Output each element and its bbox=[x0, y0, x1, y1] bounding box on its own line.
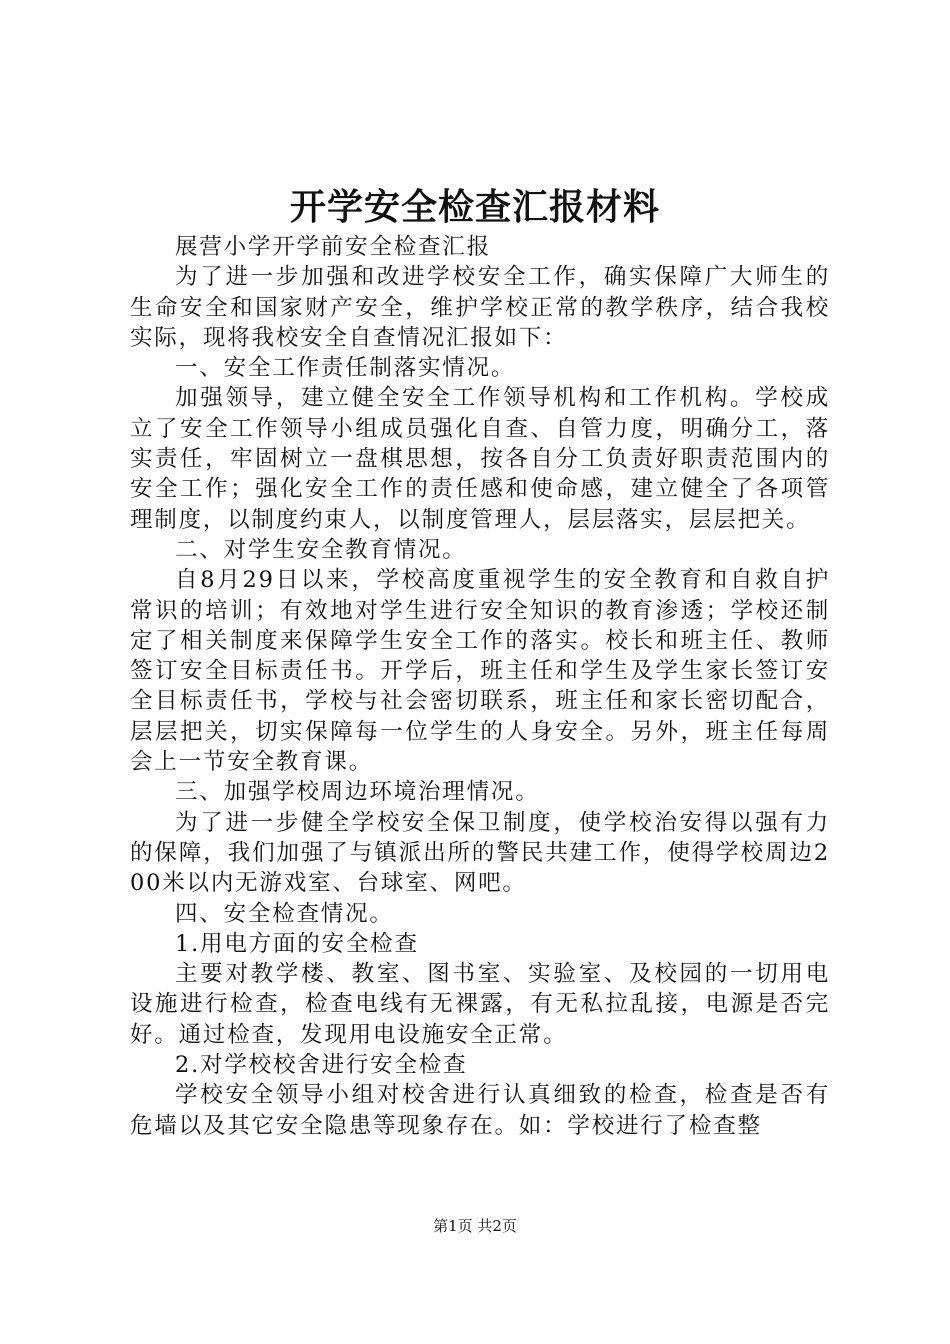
paragraph-surroundings: 为了进一步健全学校安全保卫制度，使学校治安得以强有力的保障，我们加强了与镇派出所的警民共建工作，使得学校周边200米以内无游戏室、台球室、网吧。 bbox=[130, 809, 830, 897]
page-number-footer: 第1页 共2页 bbox=[433, 1217, 517, 1235]
document-title: 开学安全检查汇报材料 bbox=[289, 186, 660, 228]
section-heading-surroundings: 三、加强学校周边环境治理情况。 bbox=[175, 779, 540, 806]
section-heading-responsibility: 一、安全工作责任制落实情况。 bbox=[175, 355, 516, 382]
paragraph-electricity: 主要对教学楼、教室、图书室、实验室、及校园的一切用电设施进行检查，检查电线有无裸露，有无私拉乱接，电源是否完好。通过检查，发现用电设施安全正常。 bbox=[130, 961, 830, 1048]
subheading-electricity: 1.用电方面的安全检查 bbox=[175, 930, 419, 957]
section-heading-inspection: 四、安全检查情况。 bbox=[175, 900, 394, 927]
paragraph-buildings: 学校安全领导小组对校舍进行认真细致的检查，检查是否有危墙以及其它安全隐患等现象存在。如：学校进行了检查整 bbox=[130, 1082, 830, 1139]
document-body bbox=[130, 232, 830, 1141]
section-heading-student-education: 二、对学生安全教育情况。 bbox=[175, 536, 467, 563]
paragraph-student-education: 自8月29日以来，学校高度重视学生的安全教育和自救自护常识的培训；有效地对学生进行安全知识的教育渗透；学校还制定了相关制度来保障学生安全工作的落实。校长和班主任、教师签订安全目标责任书。开学后，班主任和学生及学生家长签订安全目标责任书，学校与社会密切联系，班主任和家长密切配合，层层把关，切实保障每一位学生的人身安全。另外，班主任每周会上一节安全教育课。 bbox=[130, 567, 830, 776]
paragraph-introduction: 为了进一步加强和改进学校安全工作，确实保障广大师生的生命安全和国家财产安全，维护学校正常的教学秩序，结合我校实际，现将我校安全自查情况汇报如下： bbox=[130, 264, 830, 351]
paragraph-school-report-heading: 展营小学开学前安全检查汇报 bbox=[175, 234, 491, 260]
subheading-buildings: 2.对学校校舍进行安全检查 bbox=[175, 1052, 468, 1079]
paragraph-responsibility: 加强领导，建立健全安全工作领导机构和工作机构。学校成立了安全工作领导小组成员强化自查、自管力度，明确分工，落实责任，牢固树立一盘棋思想，按各自分工负责好职责范围内的安全工作；强化安全工作的责任感和使命感，建立健全了各项管理制度，以制度约束人，以制度管理人，层层落实，层层把关。 bbox=[130, 385, 830, 533]
